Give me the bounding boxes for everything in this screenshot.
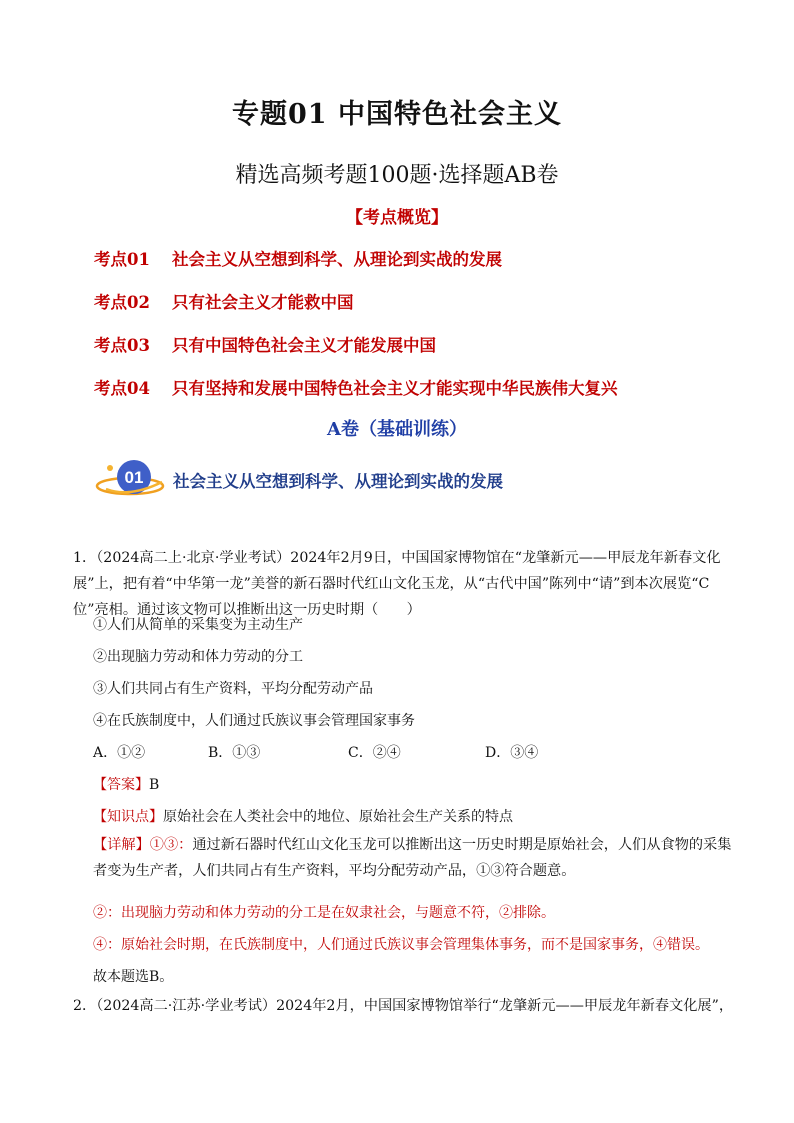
overview-heading: 【考点概览】 [346, 208, 448, 228]
page-title: 专题01 中国特色社会主义 [232, 99, 562, 130]
kaodian-item [94, 375, 618, 399]
option-b: B．①③ [208, 745, 261, 761]
detail-line-2: ②：出现脑力劳动和体力劳动的分工是在奴隶社会，与题意不符，②排除。 [93, 905, 555, 921]
option-a: A．①② [93, 745, 146, 761]
statement-item: ④在氏族制度中，人们通过氏族议事会管理国家事务 [93, 713, 415, 729]
option-d: D．③④ [485, 745, 539, 761]
answer-label: 【答案】 [93, 777, 149, 793]
kaodian-text: 只有坚持和发展中国特色社会主义才能实现中华民族伟大复兴 [172, 379, 618, 398]
knowledge-line [93, 806, 513, 826]
answer-value: B [149, 777, 160, 793]
statement-item: ②出现脑力劳动和体力劳动的分工 [93, 649, 303, 665]
detail-paragraph [93, 832, 733, 884]
detail-label: 【详解】 [93, 837, 150, 853]
kaodian-item [94, 246, 502, 270]
kaodian-text: 只有社会主义才能救中国 [172, 293, 354, 312]
section-badge-title: 社会主义从空想到科学、从理论到实战的发展 [173, 472, 503, 491]
kaodian-item [94, 332, 436, 356]
statement-item: ③人们共同占有生产资料，平均分配劳动产品 [93, 681, 373, 697]
kaodian-text: 只有中国特色社会主义才能发展中国 [172, 336, 436, 355]
kaodian-number: 考点02 [94, 293, 150, 312]
detail-text: 通过新石器时代红山文化玉龙可以推断出这一历史时期是原始社会，人们从食物的采集者变为生产者，人们共同占有生产资料，平均分配劳动产品，①③符合题意。 [93, 837, 732, 879]
knowledge-label: 【知识点】 [93, 809, 163, 825]
question-2-stem: 2．（2024高二·江苏·学业考试）2024年2月，中国国家博物馆举行“龙肇新元——甲辰龙年新春文化展”， [73, 998, 734, 1014]
kaodian-text: 社会主义从空想到科学、从理论到实战的发展 [172, 250, 502, 269]
kaodian-item [94, 289, 354, 313]
option-c: C．②④ [348, 745, 401, 761]
kaodian-number: 考点04 [94, 379, 150, 398]
question-1-stem: 1．（2024高二上·北京·学业考试）2024年2月9日，中国国家博物馆在“龙肇新元——甲辰龙年新春文化展”上，把有着“中华第一龙”美誉的新石器时代红山文化玉龙，从“古代中国”陈列中“请”到本次展览“C位”亮相。通过该文物可以推断出这一历史时期（ ） [73, 550, 721, 618]
badge-number: 01 [124, 468, 144, 487]
detail-line-3: ④：原始社会时期，在氏族制度中，人们通过氏族议事会管理集体事务，而不是国家事务，④错误。 [93, 937, 709, 953]
conclusion-line: 故本题选B。 [93, 969, 174, 985]
section-badge-icon [94, 458, 174, 500]
detail-lead: ①③： [149, 837, 193, 853]
knowledge-text: 原始社会在人类社会中的地位、原始社会生产关系的特点 [163, 809, 513, 825]
section-a-title: A卷（基础训练） [327, 419, 467, 440]
kaodian-number: 考点03 [94, 336, 150, 355]
kaodian-number: 考点01 [94, 250, 150, 269]
statement-item: ①人们从简单的采集变为主动生产 [93, 617, 303, 633]
answer-line [93, 774, 159, 794]
page-subtitle: 精选高频考题100题·选择题AB卷 [235, 163, 559, 188]
